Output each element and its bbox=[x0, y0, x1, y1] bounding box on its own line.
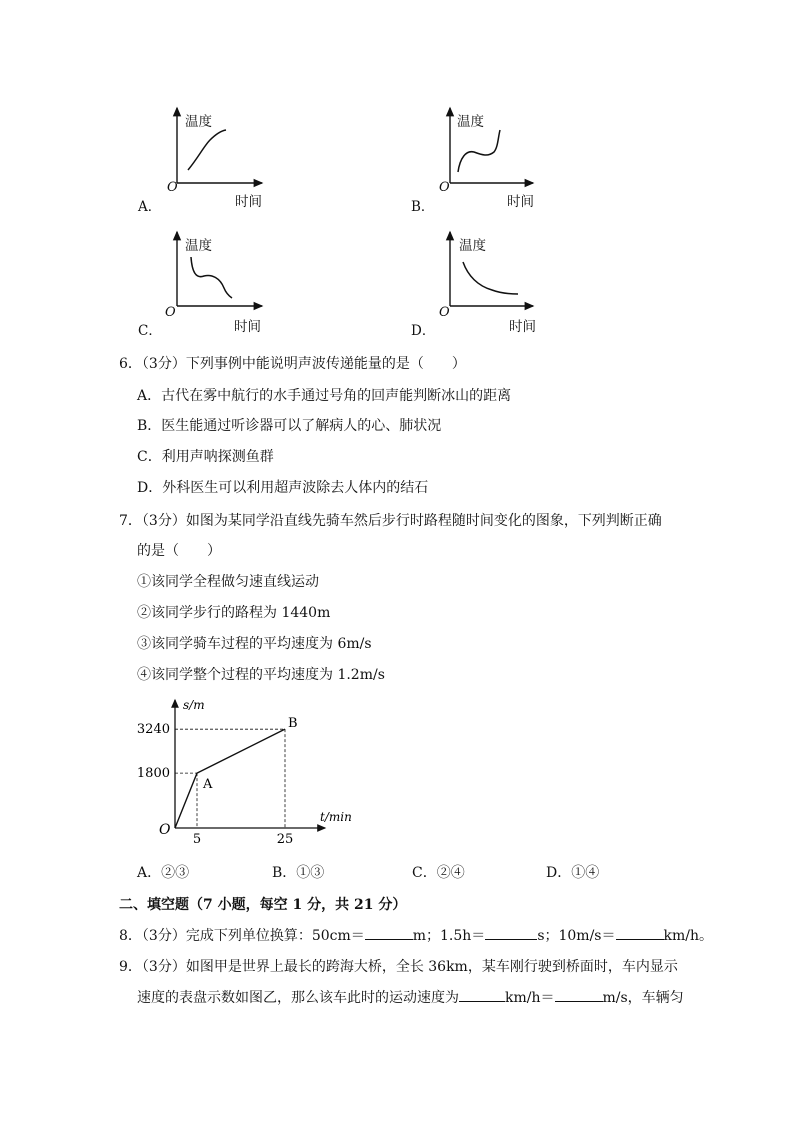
graph-b-origin: O bbox=[439, 180, 450, 195]
graph-d-y-label: 温度 bbox=[459, 238, 486, 254]
q8-prefix: 8．（3分）完成下列单位换算：50cm＝ bbox=[119, 928, 365, 944]
q9-blank-2[interactable] bbox=[555, 987, 603, 1002]
q8-blank-3[interactable] bbox=[616, 925, 664, 940]
graph-a-origin: O bbox=[167, 180, 178, 195]
q6-option-d[interactable]: D．外科医生可以利用超声波除去人体内的结石 bbox=[137, 480, 429, 496]
y-tick-label: 1800 bbox=[136, 766, 170, 782]
q8-unit-3: km/h。 bbox=[663, 928, 713, 944]
curve-a bbox=[188, 130, 226, 170]
graph-b-y-label: 温度 bbox=[457, 114, 484, 130]
y-tick-label: 3240 bbox=[136, 722, 170, 738]
q8-blank-2[interactable] bbox=[485, 925, 537, 940]
q6-option-c[interactable]: C．利用声呐探测鱼群 bbox=[137, 449, 274, 465]
q7-statement-3: ③该同学骑车过程的平均速度为 6m/s bbox=[137, 636, 372, 652]
q6-stem: 6．（3分）下列事例中能说明声波传递能量的是（ ） bbox=[119, 356, 466, 372]
q9-blank-1[interactable] bbox=[459, 987, 505, 1002]
q7-option-b[interactable]: B．①③ bbox=[272, 865, 325, 881]
graph-a-y-label: 温度 bbox=[185, 114, 212, 130]
x-axis-label: t/min bbox=[320, 810, 352, 824]
q8-blank-1[interactable] bbox=[365, 925, 413, 940]
graph-a-x-label: 时间 bbox=[235, 194, 262, 210]
q8 bbox=[119, 925, 713, 945]
x-tick-label: 25 bbox=[276, 832, 294, 847]
q8-unit-1: m；1.5h＝ bbox=[412, 928, 486, 944]
graph-option-b[interactable]: B． bbox=[411, 199, 435, 215]
origin-label: O bbox=[159, 822, 171, 838]
q7-option-d[interactable]: D．①④ bbox=[546, 865, 600, 881]
q9-unit-1: km/h＝ bbox=[505, 990, 555, 1006]
q7-statement-4: ④该同学整个过程的平均速度为 1.2m/s bbox=[137, 667, 385, 683]
graph-option-c[interactable]: C． bbox=[138, 323, 162, 339]
q9-line2 bbox=[137, 987, 684, 1007]
q7-statement-2: ②该同学步行的路程为 1440m bbox=[137, 605, 331, 621]
graph-c-x-label: 时间 bbox=[234, 319, 261, 335]
point-label-a: A bbox=[203, 777, 213, 793]
q9-unit-2: m/s，车辆匀 bbox=[602, 990, 684, 1006]
x-tick-label: 5 bbox=[192, 832, 202, 847]
y-axis-label: s/m bbox=[183, 698, 205, 712]
q9-line1: 9．（3分）如图甲是世界上最长的跨海大桥，全长 36km，某车刚行驶到桥面时，车内显示 bbox=[119, 959, 678, 975]
q7-option-c[interactable]: C．②④ bbox=[412, 865, 465, 881]
curve-c bbox=[191, 257, 232, 298]
graph-option-a[interactable]: A． bbox=[138, 199, 162, 215]
q7-stem-line1: 7．（3分）如图为某同学沿直线先骑车然后步行时路程随时间变化的图象，下列判断正确 bbox=[119, 513, 662, 529]
q6-option-a[interactable]: A．古代在雾中航行的水手通过号角的回声能判断冰山的距离 bbox=[137, 388, 512, 404]
q9-line2-prefix: 速度的表盘示数如图乙，那么该车此时的运动速度为 bbox=[137, 990, 459, 1006]
graph-c-y-label: 温度 bbox=[185, 238, 212, 254]
q7-stem-line2: 的是（ ） bbox=[137, 543, 221, 559]
point-label-b: B bbox=[288, 716, 298, 732]
graph-d-origin: O bbox=[439, 305, 450, 320]
q7-statement-1: ①该同学全程做匀速直线运动 bbox=[137, 574, 319, 590]
curve-d bbox=[463, 262, 518, 294]
series-line bbox=[175, 729, 285, 828]
distance-time-chart bbox=[0, 690, 794, 850]
q6-option-b[interactable]: B．医生能通过听诊器可以了解病人的心、肺状况 bbox=[137, 418, 442, 434]
temperature-graphs bbox=[0, 0, 794, 345]
q7-option-a[interactable]: A．②③ bbox=[137, 865, 190, 881]
q8-unit-2: s；10m/s＝ bbox=[537, 928, 616, 944]
graph-option-d[interactable]: D． bbox=[411, 323, 436, 339]
graph-d-x-label: 时间 bbox=[509, 319, 536, 335]
section-2-title: 二、填空题（7 小题，每空 1 分，共 21 分） bbox=[119, 897, 407, 913]
graph-c-origin: O bbox=[165, 305, 176, 320]
graph-b-x-label: 时间 bbox=[507, 194, 534, 210]
curve-b bbox=[458, 130, 500, 172]
